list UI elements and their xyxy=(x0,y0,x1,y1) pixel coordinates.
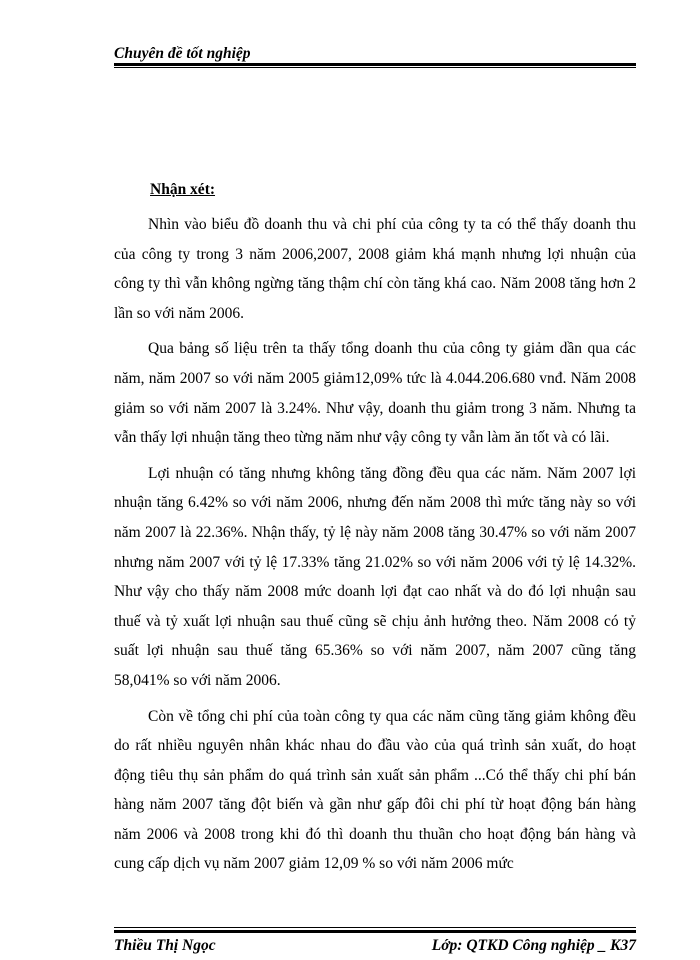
paragraph-2: Qua bảng số liệu trên ta thấy tổng doanh thu của công ty giảm dần qua các năm, năm 2007 so với năm 2005 giảm12,09% tức là 4.044.206.680 vnđ. Năm 2008 giảm so với năm 2007 là 3.24%. Như vậy, doanh thu giảm trong 3 năm. Nhưng ta vẫn thấy lợi nhuận tăng theo từng năm như vậy công ty vẫn làm ăn tốt và có lãi. xyxy=(114,340,636,447)
section-heading: Nhận xét: xyxy=(150,181,216,198)
page-footer xyxy=(114,936,636,956)
header-rule-thick xyxy=(114,63,636,66)
page-header xyxy=(114,44,636,64)
footer-rule-thin xyxy=(114,927,636,928)
body-text xyxy=(114,210,636,885)
footer-rule-thick xyxy=(114,930,636,933)
footer-author: Thiều Thị Ngọc xyxy=(114,937,216,954)
paragraph-4: Còn về tổng chi phí của toàn công ty qua các năm cũng tăng giảm không đều do rất nhiều nguyên nhân khác nhau do đầu vào của quá trình sản xuất, do hoạt động tiêu thụ sản phẩm do quá trình sản xuất sản phẩm ...Có thể thấy chi phí bán hàng năm 2007 tăng đột biến và gần như gấp đôi chi phí từ hoạt động bán hàng năm 2006 và 2008 trong khi đó thì doanh thu thuần cho hoạt động bán hàng và cung cấp dịch vụ năm 2007 giảm 12,09 % so với năm 2006 mức xyxy=(114,707,636,873)
paragraph-3: Lợi nhuận có tăng nhưng không tăng đồng đều qua các năm. Năm 2007 lợi nhuận tăng 6.42% so với năm 2006, nhưng đến năm 2008 thì mức tăng này so với năm 2007 là 22.36%. Nhận thấy, tỷ lệ này năm 2008 tăng 30.47% so với năm 2007 nhưng năm 2007 với tỷ lệ 17.33% tăng 21.02% so với năm 2006 với tỷ lệ 14.32%. Như vậy cho thấy năm 2008 mức doanh lợi đạt cao nhất và do đó lợi nhuận sau thuế và tỷ xuất lợi nhuận sau thuế cũng sẽ chịu ảnh hưởng theo. Năm 2008 có tỷ suất lợi nhuận sau thuế tăng 65.36% so với năm 2007, năm 2007 cũng tăng 58,041% so với năm 2006. xyxy=(114,464,636,689)
header-rule-thin xyxy=(114,67,636,68)
footer-class: Lớp: QTKD Công nghiệp _ K37 xyxy=(431,937,636,954)
header-title: Chuyên đề tốt nghiệp xyxy=(114,45,251,62)
paragraph-1: Nhìn vào biểu đồ doanh thu và chi phí của công ty ta có thể thấy doanh thu của công ty trong 3 năm 2006,2007, 2008 giảm khá mạnh nhưng lợi nhuận của công ty thì vẫn không ngừng tăng thậm chí còn tăng khá cao. Năm 2008 tăng hơn 2 lần so với năm 2006. xyxy=(114,216,636,322)
